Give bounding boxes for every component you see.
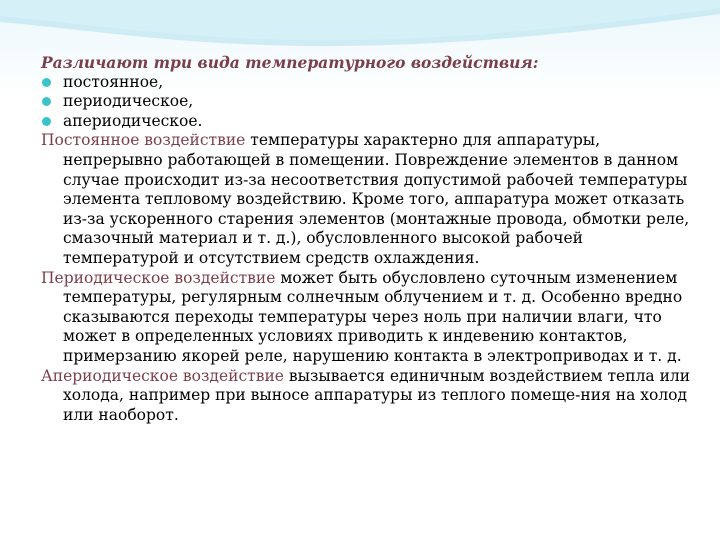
paragraph-constant (41, 131, 691, 268)
paragraph-aperiodic (41, 367, 691, 426)
bullet-dot-icon (42, 78, 51, 87)
bullet-list (41, 73, 691, 132)
paragraph-text: может быть обусловлено суточным изменением температуры, регулярным солнечным облучением и т. д. Особенно вредно сказываются переходы температуры через ноль при наличии влаги, что может в определенных условиях приводить к индевению контактов, примерзанию якорей реле, нарушению контакта в электроприводах и т. д. (63, 268, 683, 365)
slide-content (41, 53, 691, 425)
paragraph-text: вызывается единичным воздействием тепла или холода, например при выносе аппаратуры из теплого помеще-ния на холод или наоборот. (63, 366, 691, 424)
bullet-item (41, 92, 691, 112)
slide-heading: Различают три вида температурного воздействия: (41, 53, 539, 72)
term-constant: Постоянное воздействие (41, 131, 246, 150)
paragraph-periodic (41, 269, 691, 367)
bullet-dot-icon (42, 97, 51, 106)
bullet-item (41, 112, 691, 132)
bullet-dot-icon (42, 117, 51, 126)
paragraph-text: температуры характерно для аппаратуры, непрерывно работающей в помещении. Повреждение элементов в данном случае происходит из-за несоответствия допустимой рабочей температуры элемента тепловому воздействию. Кроме того, аппаратура может отказать из-за ускоренного старения элементов (монтажные провода, обмотки реле, смазочный материал и т. д.), обусловленного высокой рабочей температурой и отсутствием средств охлаждения. (63, 131, 690, 267)
term-periodic: Периодическое воздействие (41, 268, 276, 287)
bullet-text: апериодическое. (63, 111, 203, 130)
term-aperiodic: Апериодическое воздействие (41, 366, 284, 385)
bullet-text: периодическое, (63, 92, 194, 111)
decorative-wave (0, 0, 720, 60)
bullet-item (41, 73, 691, 93)
bullet-text: постоянное, (63, 72, 164, 91)
